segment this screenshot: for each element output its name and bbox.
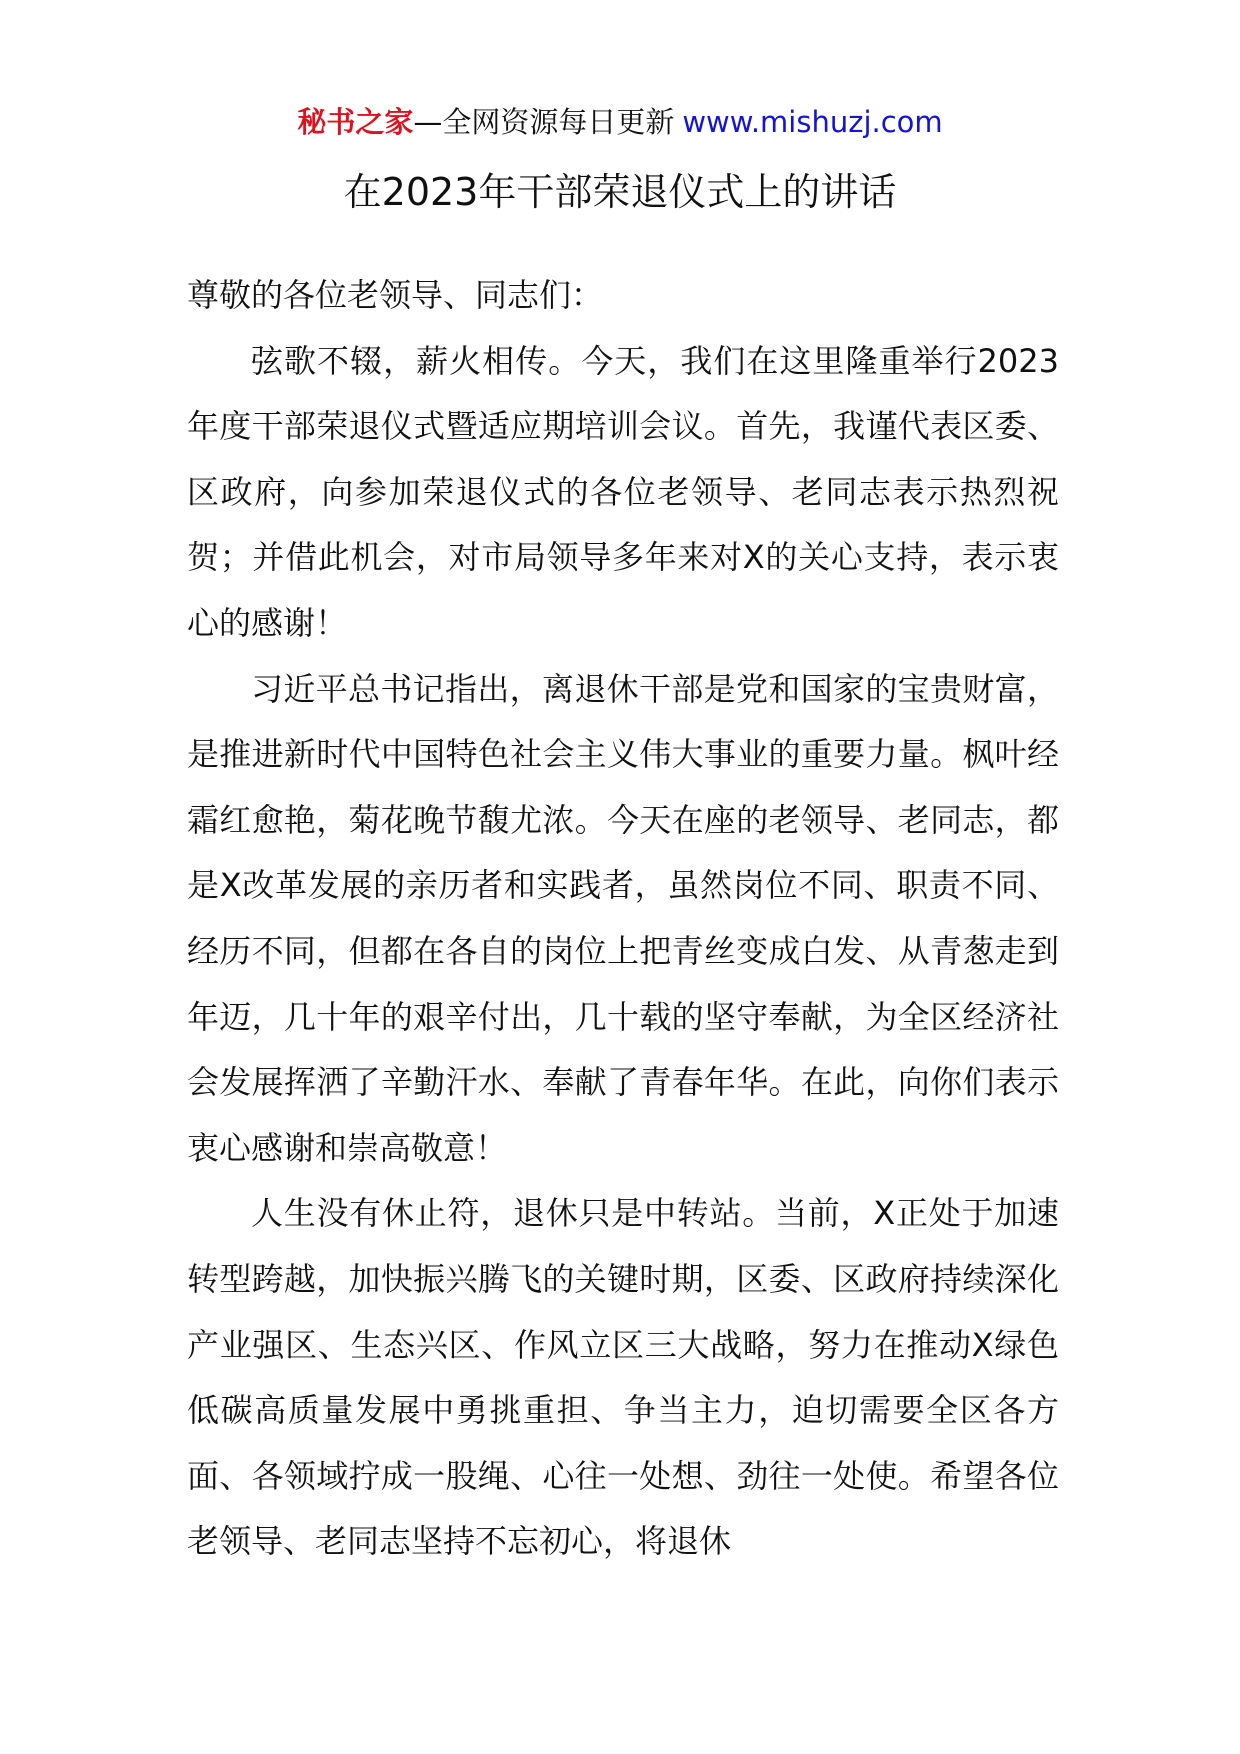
salutation: 尊敬的各位老领导、同志们： <box>187 276 604 314</box>
site-brand: 秘书之家 <box>297 105 414 139</box>
body-paragraph-2: 习近平总书记指出，离退休干部是党和国家的宝贵财富，是推进新时代中国特色社会主义伟大事业的重要力量。枫叶经霜红愈艳，菊花晚节馥尤浓。今天在座的老领导、老同志，都是X改革发展的亲历者和实践者，虽然岗位不同、职责不同、经历不同，但都在各自的岗位上把青丝变成白发、从青葱走到年迈，几十年的艰辛付出，几十载的坚守奉献，为全区经济社会发展挥洒了辛勤汗水、奉献了青春年华。在此，向你们表示衷心感谢和崇高敬意！ <box>187 669 1059 1167</box>
site-tagline: —全网资源每日更新 <box>413 105 675 139</box>
body-paragraph-3: 人生没有休止符，退休只是中转站。当前，X正处于加速转型跨越，加快振兴腾飞的关键时期，区委、区政府持续深化产业强区、生态兴区、作风立区三大战略，努力在推动X绿色低碳高质量发展中勇挑重担、争当主力，迫切需要全区各方面、各领域拧成一股绳、心往一处想、劲往一处使。希望各位老领导、老同志坚持不忘初心，将退休 <box>187 1194 1059 1561</box>
site-url-link[interactable]: www.mishuzj.com <box>682 105 943 139</box>
body-paragraph-1: 弦歌不辍，薪火相传。今天，我们在这里隆重举行2023年度干部荣退仪式暨适应期培训会议。首先，我谨代表区委、区政府，向参加荣退仪式的各位老领导、老同志表示热烈祝贺；并借此机会，对市局领导多年来对X的关心支持，表示衷心的感谢！ <box>187 341 1059 642</box>
site-header <box>0 102 1240 142</box>
document-title: 在2023年干部荣退仪式上的讲话 <box>343 170 897 214</box>
document-body <box>187 263 1059 1575</box>
